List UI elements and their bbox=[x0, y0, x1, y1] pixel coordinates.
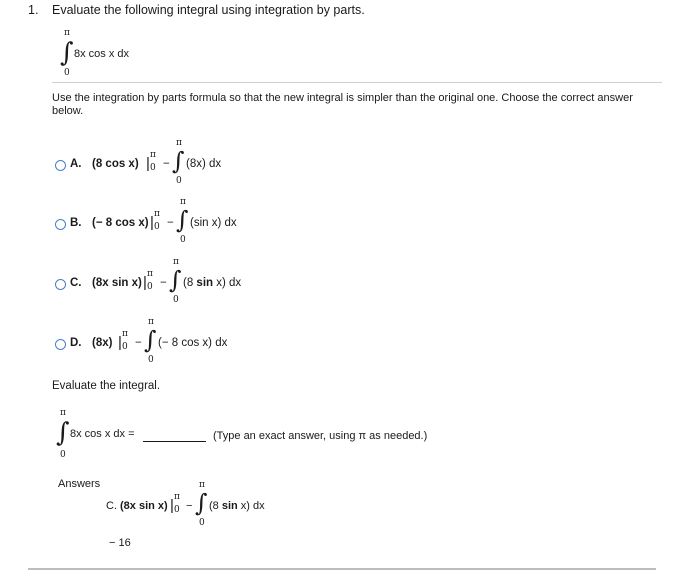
minus-sign: − bbox=[186, 500, 193, 512]
minus-sign: − bbox=[167, 217, 174, 229]
answer-first-term: (8x sin x) bbox=[120, 500, 168, 512]
radio-option-d[interactable] bbox=[55, 339, 66, 350]
answer-upper-limit: π bbox=[199, 480, 205, 490]
minus-sign: − bbox=[135, 337, 142, 349]
option-upper-limit: π bbox=[180, 197, 186, 207]
answer-hint: (Type an exact answer, using π as needed.) bbox=[213, 430, 428, 442]
integral-sign: ∫ bbox=[172, 147, 185, 175]
upper-limit: π bbox=[64, 28, 70, 38]
option-lower-limit: 0 bbox=[180, 235, 186, 245]
option-letter: C. bbox=[70, 277, 82, 289]
option-first-term: (8x) bbox=[92, 337, 113, 349]
integral-sign: ∫ bbox=[195, 489, 208, 517]
answer-lower-limit: 0 bbox=[199, 518, 205, 528]
minus-sign: − bbox=[160, 277, 167, 289]
option-first-term: (8x sin x) bbox=[92, 277, 142, 289]
option-integrand: (− 8 cos x) dx bbox=[158, 337, 228, 349]
eval-upper: π bbox=[154, 209, 160, 219]
option-integrand: (8 sin x) dx bbox=[183, 277, 242, 289]
eval-lower: 0 bbox=[150, 163, 156, 173]
option-first-term: (8 cos x) bbox=[92, 158, 139, 170]
eval-upper: π bbox=[122, 329, 128, 339]
integral-sign: ∫ bbox=[169, 266, 182, 294]
answer-choice-letter: C. bbox=[106, 500, 117, 512]
lower-limit: 0 bbox=[60, 450, 66, 460]
integral-sign: ∫ bbox=[176, 206, 189, 234]
eval-upper: π bbox=[174, 492, 180, 502]
instruction-text: Use the integration by parts formula so that the new integral is simpler than the original one. Choose the correct answer below. bbox=[52, 92, 633, 117]
eval-bar: | bbox=[118, 334, 122, 351]
option-lower-limit: 0 bbox=[176, 176, 182, 186]
eval-lower: 0 bbox=[147, 282, 153, 292]
eval-lower: 0 bbox=[122, 342, 128, 352]
eval-bar: | bbox=[143, 274, 147, 291]
evaluate-label: Evaluate the integral. bbox=[52, 380, 161, 392]
answer-integrand: (8 sin x) dx bbox=[209, 500, 265, 512]
eval-bar: | bbox=[150, 214, 154, 231]
bottom-divider bbox=[28, 568, 656, 570]
integrand: 8x cos x dx bbox=[74, 48, 130, 60]
answer-value: − 16 bbox=[109, 537, 131, 549]
option-lower-limit: 0 bbox=[148, 355, 154, 365]
option-upper-limit: π bbox=[148, 317, 154, 327]
option-letter: A. bbox=[70, 158, 82, 170]
radio-option-b[interactable] bbox=[55, 219, 66, 230]
eval-bar: | bbox=[170, 497, 174, 514]
lower-limit: 0 bbox=[64, 68, 70, 78]
minus-sign: − bbox=[163, 158, 170, 170]
integral-sign: ∫ bbox=[144, 326, 157, 354]
answer-input[interactable] bbox=[143, 441, 206, 442]
option-upper-limit: π bbox=[176, 138, 182, 148]
eval-lower: 0 bbox=[174, 505, 180, 515]
divider bbox=[52, 82, 662, 83]
option-upper-limit: π bbox=[173, 257, 179, 267]
question-prompt: Evaluate the following integral using integration by parts. bbox=[52, 3, 365, 17]
eval-lower: 0 bbox=[154, 222, 160, 232]
option-integrand: (8x) dx bbox=[186, 158, 222, 170]
option-integrand: (sin x) dx bbox=[190, 217, 237, 229]
question-number: 1. bbox=[28, 3, 39, 17]
eval-upper: π bbox=[147, 269, 153, 279]
eval-upper: π bbox=[150, 150, 156, 160]
option-letter: D. bbox=[70, 337, 82, 349]
radio-option-a[interactable] bbox=[55, 160, 66, 171]
integral-sign: ∫ bbox=[60, 38, 74, 68]
option-lower-limit: 0 bbox=[173, 295, 179, 305]
evaluate-integrand: 8x cos x dx = bbox=[70, 428, 135, 440]
eval-bar: | bbox=[146, 155, 150, 172]
option-first-term: (− 8 cos x) bbox=[92, 217, 149, 229]
answers-label: Answers bbox=[58, 478, 101, 490]
option-letter: B. bbox=[70, 217, 82, 229]
integral-sign: ∫ bbox=[56, 418, 70, 448]
upper-limit: π bbox=[60, 408, 66, 418]
radio-option-c[interactable] bbox=[55, 279, 66, 290]
